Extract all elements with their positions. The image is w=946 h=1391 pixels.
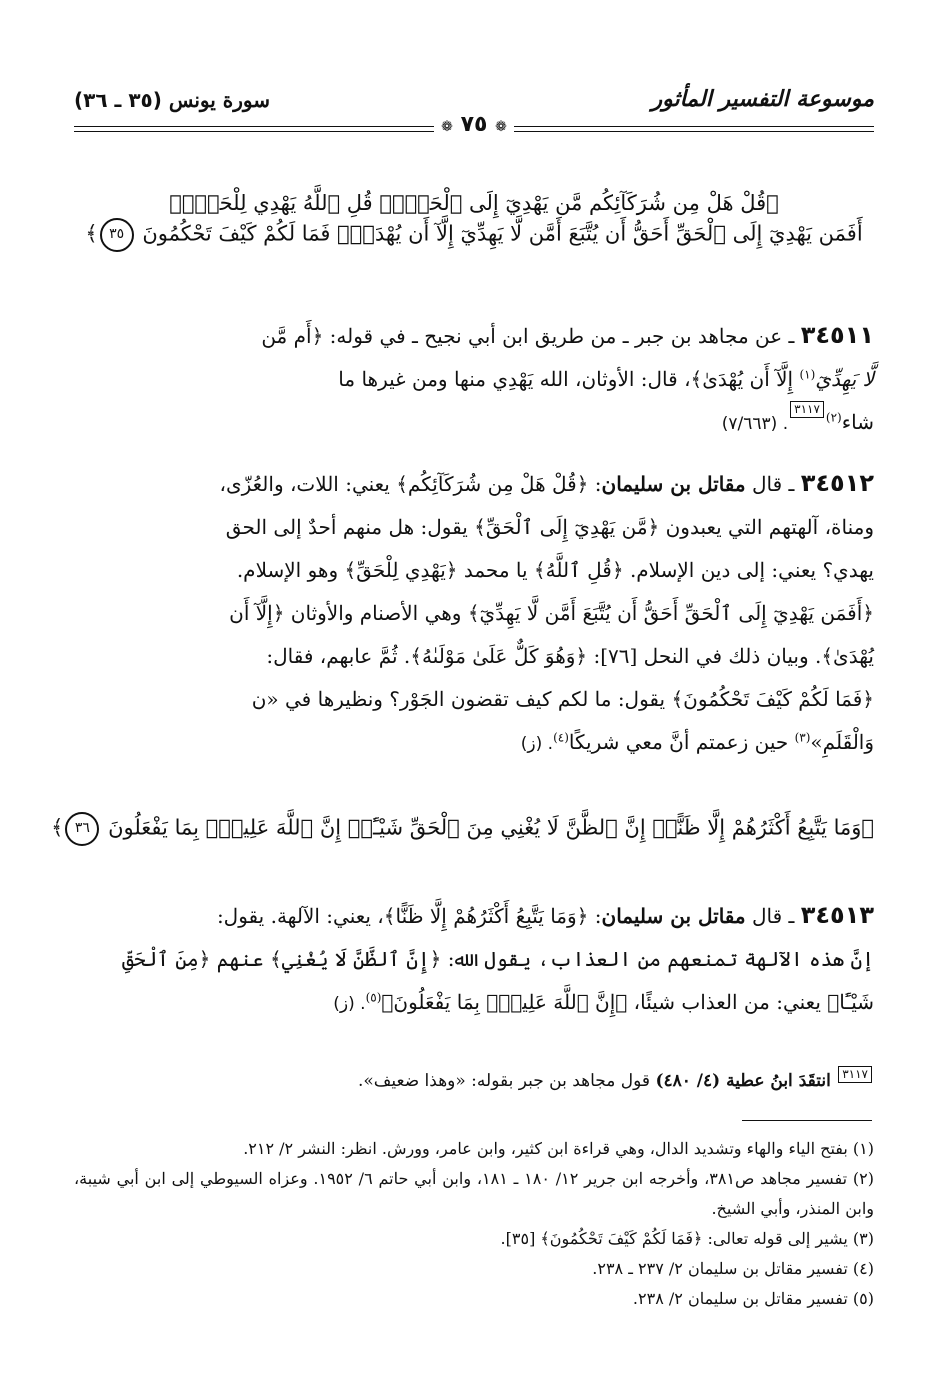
footnote-1: (١) بفتح الياء والهاء وتشديد الدال، وهي قراءة ابن كثير، وابن عامر، وورش. انظر: النشر ٢/ ٢١٢. (243, 1139, 874, 1158)
footnote-5: (٥) تفسير مقاتل بن سليمان ٢/ ٢٣٨. (632, 1289, 874, 1308)
rule-left (74, 126, 434, 132)
verse-close-bracket: ﴾ (51, 815, 64, 840)
editor-note-source: انتقَدَ ابنُ عطية (٤/ ٤٨٠) (655, 1071, 831, 1091)
volume-page-ref: . (٧/٦٦٣) (721, 414, 789, 434)
editor-note (74, 1066, 874, 1096)
narration-line: ﴿فَمَا لَكُمْ كَيْفَ تَحْكُمُونَ﴾ يقول: ما لكم كيف تقضون الجَوْر؟ ونظيرها في «ن (251, 687, 874, 711)
narration-text: : ﴿قُلْ هَلْ مِن شُرَكَآئِكُم﴾ يعني: اللات، والعُزّى، (219, 472, 602, 496)
footnote-ref: (٣) (794, 730, 811, 745)
narration-line (74, 358, 874, 401)
book-title: موسوعة التفسير المأثور (651, 86, 874, 112)
footnotes (74, 1134, 874, 1314)
narration-number: ٣٤٥١٢ (800, 469, 874, 497)
narrator-name: مقاتل بن سليمان (601, 472, 746, 496)
narration-line (74, 721, 874, 766)
footnote-ref: (٥) (365, 990, 382, 1005)
narration-line (74, 401, 874, 446)
source-tag: . (ز) (333, 994, 366, 1014)
narration-line (74, 314, 874, 358)
verse-36-line (51, 812, 874, 846)
ornament-icon: ❁ (495, 119, 507, 135)
narration-line: ﴿أَفَمَن يَهْدِيٓ إِلَى ٱلْحَقِّ أَحَقُّ أَن يُتَّبَعَ أَمَّن لَّا يَهِدِّيٓ﴾ وهي الأصنام والأوثان ﴿إِلَّآ أَن (229, 601, 874, 625)
footnote-2: (٢) تفسير مجاهد ص٣٨١، وأخرجه ابن جرير ١٢/ ١٨٠ ـ ١٨١، وابن أبي حاتم ٦/ ١٩٥٢. وعزاه السيوطي إلى ابن أبي شيبة، وابن المنذر، وأبي الشيخ. (74, 1169, 874, 1218)
narration-text: وَالْقَلَمِ» (810, 730, 874, 754)
narration-34513 (74, 894, 874, 1026)
rule-right (514, 126, 874, 132)
narration-line: يهدي؟ يعني: إلى دين الإسلام. ﴿قُلِ ٱللَّهُ﴾ يا محمد ﴿يَهْدِي لِلْحَقِّ﴾ وهو الإسلام. (236, 558, 874, 582)
header-rule (74, 112, 874, 138)
narration-line (74, 462, 874, 506)
editor-note-number: ٣١١٧ (838, 1066, 872, 1083)
surah-heading (74, 88, 270, 112)
footnote-3: (٣) يشير إلى قوله تعالى: ﴿فَمَا لَكُمْ كَيْفَ تَحْكُمُونَ﴾ [٣٥]. (500, 1229, 874, 1248)
editor-note-ref: ٣١١٧ (790, 401, 824, 418)
narration-34511 (74, 314, 874, 446)
surah-label: سورة يونس (168, 88, 271, 112)
ornament-icon: ❁ (441, 119, 453, 135)
page-number: ٧٥ (460, 112, 488, 137)
verse-35-line2 (74, 218, 874, 252)
verse-close-bracket: ﴾ (85, 221, 98, 246)
page-number-block (434, 112, 514, 137)
narration-number: ٣٤٥١٣ (800, 901, 874, 929)
footnote-divider (742, 1120, 872, 1121)
verse-36 (51, 812, 874, 846)
narration-text: حين زعمتم أنَّ معي شريكًا (568, 730, 795, 754)
narration-34512 (74, 462, 874, 766)
narration-line (74, 894, 874, 938)
narration-line: يُهْدَىٰ﴾. وبيان ذلك في النحل [٧٦]: ﴿وَهُوَ كَلٌّ عَلَىٰ مَوْلَىٰهُ﴾. ثُمَّ عابهم، فقال: (266, 644, 874, 668)
verse-35-line1: ﴿قُلْ هَلْ مِن شُرَكَآئِكُم مَّن يَهْدِيٓ إِلَى ٱلْحَقِّۚ قُلِ ٱللَّهُ يَهْدِي لِلْحَقِّۗ (169, 191, 779, 215)
narration-text: ـ عن مجاهد بن جبر ـ من طريق ابن أبي نجيح ـ في قوله: ﴿أَم مَّن (261, 324, 795, 348)
ayah-number-36: ٣٦ (65, 812, 99, 846)
footnote-ref: (٢) (825, 410, 842, 425)
narration-text: شَيْـًٔا﴾ يعني: من العذاب شيئًا، ﴿إِنَّ ٱللَّهَ عَلِيمٌۢ بِمَا يَفْعَلُونَ﴾ (381, 990, 874, 1014)
source-tag: . (ز) (520, 734, 554, 754)
narration-text: ـ قال (745, 904, 795, 928)
verse-35-line2-text: أَفَمَن يَهْدِيٓ إِلَى ٱلْحَقِّ أَحَقُّ أَن يُتَّبَعَ أَمَّن لَّا يَهِدِّيٓ إِلَّآ أَن يُهْدَىٰۖ فَمَا لَكُمْ كَيْفَ تَحْكُمُونَ (142, 221, 863, 246)
editor-note-text: قول مجاهد بن جبر بقوله: «وهذا ضعيف». (357, 1071, 656, 1091)
verse-35 (74, 188, 874, 252)
verse-36-text: ﴿وَمَا يَتَّبِعُ أَكْثَرُهُمْ إِلَّا ظَنًّاۚ إِنَّ ٱلظَّنَّ لَا يُغْنِي مِنَ ٱلْحَقِّ شَيْـًٔاۚ إِنَّ ٱللَّهَ عَلِيمٌۢ بِمَا يَفْعَلُونَ (108, 815, 874, 840)
quran-quote: لَّا يَهِدِّيٓ (815, 367, 874, 391)
verse-range: (٣٥ ـ ٣٦) (74, 88, 162, 112)
narration-text: إِلَّآ أَن يُهْدَىٰ﴾، قال: الأوثان، الله يَهْدِي منها ومن غيرها ما (338, 367, 800, 391)
footnote-4: (٤) تفسير مقاتل بن سليمان ٢/ ٢٣٧ ـ ٢٣٨. (592, 1259, 874, 1278)
narration-text: شاء (841, 410, 874, 434)
narrator-name: مقاتل بن سليمان (601, 904, 746, 928)
footnote-ref: (٤) (553, 730, 569, 745)
narration-text: : ﴿وَمَا يَتَّبِعُ أَكْثَرُهُمْ إِلَّا ظَنًّا﴾، يعني: الآلهة. يقول: (216, 904, 602, 928)
narration-line: إنَّ هذه الآلهة تمنعهم من العذاب، يقول الله: ﴿إِنَّ ٱلظَّنَّ لَا يُغْنِي﴾ عنهم ﴿مِنَ ٱلْحَقِّ (122, 947, 874, 971)
narration-text: ـ قال (745, 472, 795, 496)
narration-line (74, 981, 874, 1026)
ayah-number-35: ٣٥ (100, 218, 134, 252)
narration-number: ٣٤٥١١ (800, 321, 874, 349)
footnote-ref: (١) (799, 367, 816, 382)
narration-line: ومناة، آلهتهم التي يعبدون ﴿مَّن يَهْدِيٓ إِلَى ٱلْحَقِّ﴾ يقول: هل منهم أحدٌ إلى الحق (225, 515, 874, 539)
